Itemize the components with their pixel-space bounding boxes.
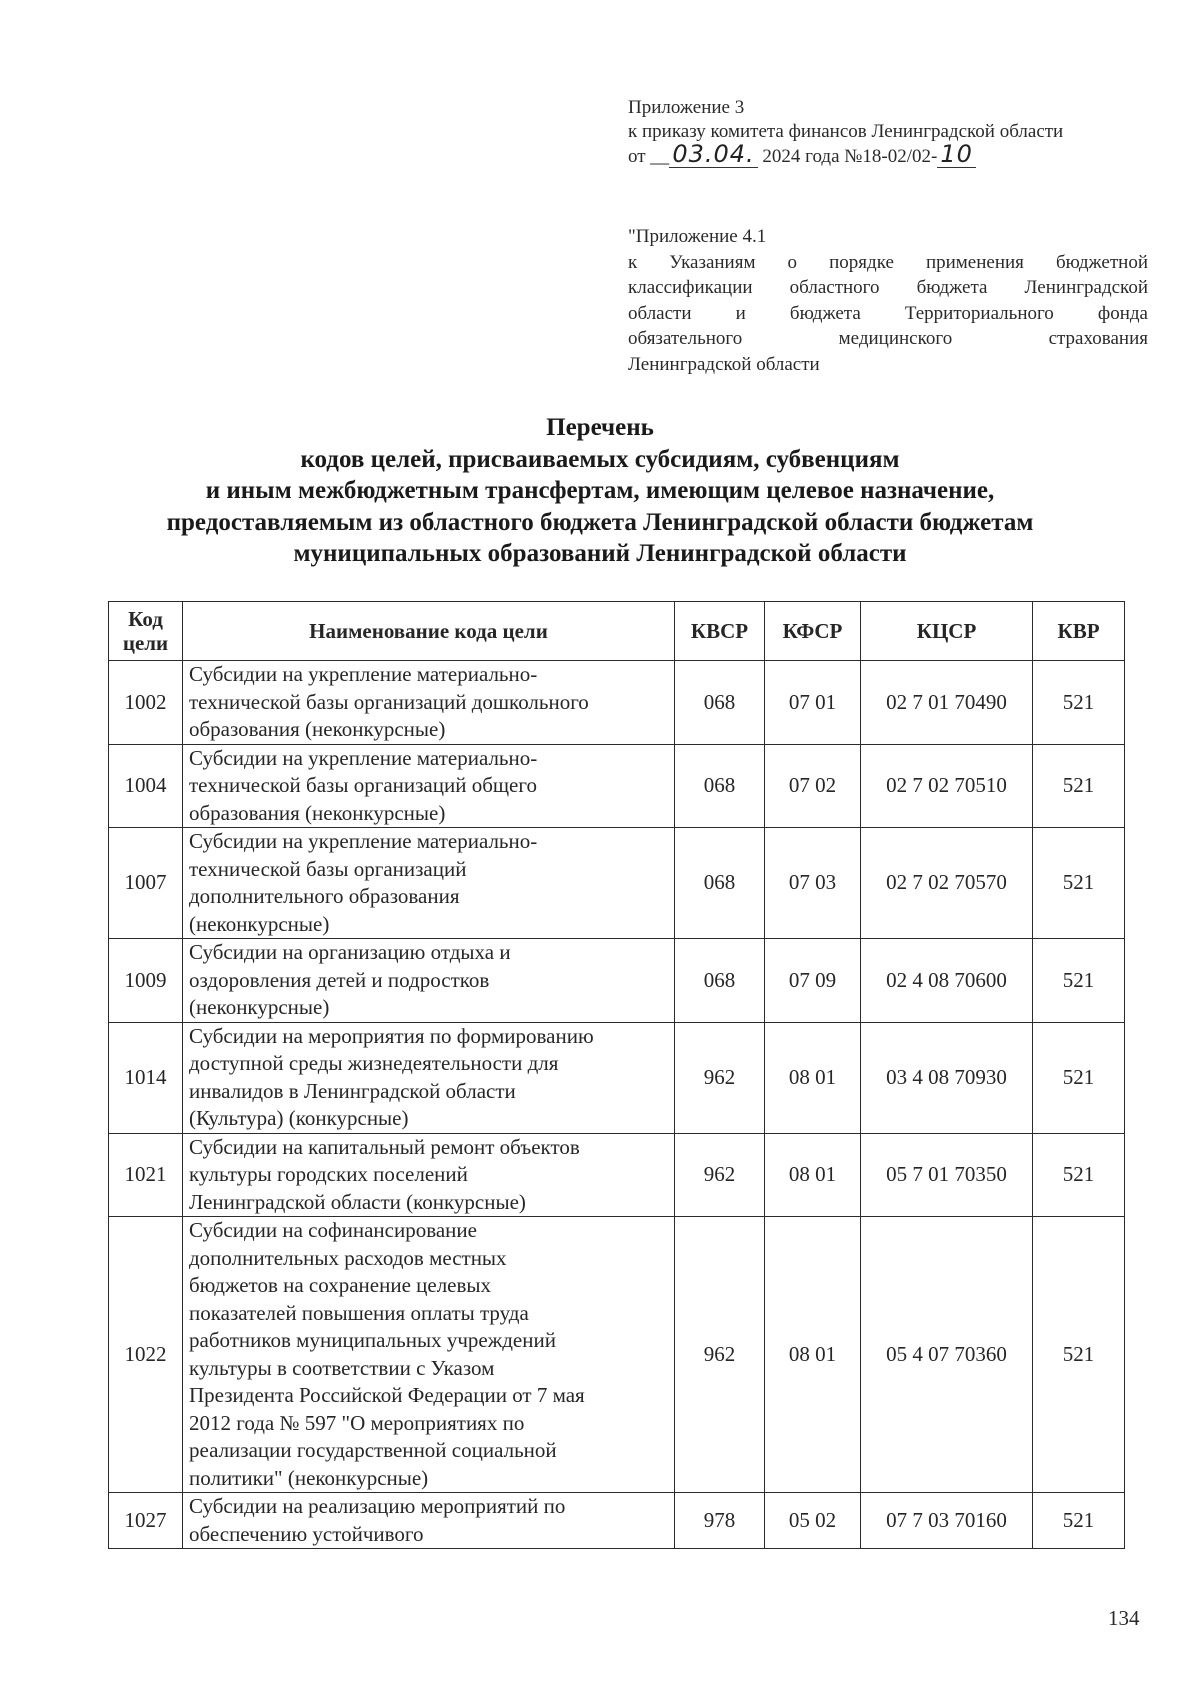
cell-kvr: 521: [1033, 1217, 1125, 1493]
header-code: Код цели: [109, 602, 183, 661]
cell-kfsr: 07 01: [765, 661, 861, 745]
cell-code: 1027: [109, 1493, 183, 1549]
title-line: кодов целей, присваиваемых субсидиям, субвенциям: [300, 445, 900, 473]
cell-name-line: образования (неконкурсные): [189, 800, 446, 825]
table-row: [109, 661, 1125, 745]
reference-line: классификации областного бюджета Ленинградской: [628, 277, 1148, 298]
cell-name-line: Субсидии на капитальный ремонт объектов: [189, 1134, 580, 1159]
reference-line: обязательного медицинского страхования: [628, 328, 1148, 349]
cell-kcsr: 07 7 03 70160: [861, 1493, 1033, 1549]
order-number-text: 2024 года №18-02/02-: [762, 146, 938, 167]
cell-name-line: Субсидии на укрепление материально-: [189, 662, 538, 686]
cell-kvr: 521: [1033, 828, 1125, 939]
cell-name-line: Субсидии на организацию отдыха и: [189, 940, 511, 964]
cell-kvr: 521: [1033, 1022, 1125, 1133]
cell-kvsr: 068: [675, 661, 765, 745]
cell-kvr: 521: [1033, 744, 1125, 828]
cell-name-line: показателей повышения оплаты труда: [189, 1300, 529, 1325]
reference-block: [628, 224, 1148, 377]
cell-kvr: 521: [1033, 1493, 1125, 1549]
title-line: и иным межбюджетным трансфертам, имеющим целевое назначение,: [205, 477, 995, 504]
cell-code: 1002: [109, 661, 183, 745]
header-kvr: КВР: [1033, 602, 1125, 661]
cell-kvsr: 068: [675, 939, 765, 1023]
cell-name: [183, 828, 675, 939]
cell-code: 1022: [109, 1217, 183, 1493]
cell-kvsr: 978: [675, 1493, 765, 1549]
handwritten-date: 03.04.: [669, 144, 757, 168]
cell-kcsr: 02 7 02 70510: [861, 744, 1033, 828]
date-prefix: от __: [628, 146, 670, 167]
header-kfsr: КФСР: [765, 602, 861, 661]
reference-line: к Указаниям о порядке применения бюджетной: [628, 251, 1148, 273]
cell-name-line: работников муниципальных учреждений: [189, 1328, 556, 1352]
cell-kvsr: 962: [675, 1022, 765, 1133]
cell-name-line: Субсидии на укрепление материально-: [189, 745, 538, 770]
cell-name-line: Субсидии на мероприятия по формированию: [189, 1023, 594, 1048]
cell-name-line: технической базы организаций дошкольного: [189, 689, 589, 714]
header-name: Наименование кода цели: [183, 602, 675, 661]
appendix-title: Приложение 3: [628, 97, 745, 118]
cell-name-line: (неконкурсные): [189, 911, 330, 936]
cell-name-line: культуры в соответствии с Указом: [189, 1355, 495, 1380]
cell-code: 1007: [109, 828, 183, 939]
cell-name-line: культуры городских поселений: [189, 1162, 468, 1186]
cell-name-line: обеспечению устойчивого: [189, 1521, 424, 1546]
cell-name-line: Ленинградской области (конкурсные): [189, 1189, 526, 1214]
cell-kvsr: 962: [675, 1133, 765, 1217]
cell-kcsr: 03 4 08 70930: [861, 1022, 1033, 1133]
cell-kcsr: 02 7 02 70570: [861, 828, 1033, 939]
cell-name-line: образования (неконкурсные): [189, 717, 446, 741]
cell-name: [183, 661, 675, 745]
cell-name-line: Субсидии на укрепление материально-: [189, 829, 538, 853]
cell-name: [183, 939, 675, 1023]
handwritten-number: 10: [937, 144, 976, 168]
cell-kvr: 521: [1033, 661, 1125, 745]
cell-name-line: дополнительных расходов местных: [189, 1245, 507, 1270]
table-row: [109, 939, 1125, 1023]
page-number: 134: [1108, 1606, 1140, 1630]
cell-name-line: технической базы организаций общего: [189, 773, 537, 797]
appendix-header: [628, 96, 1148, 169]
cell-name-line: (неконкурсные): [189, 995, 330, 1019]
cell-name: [183, 1133, 675, 1217]
cell-name-line: дополнительного образования: [189, 884, 460, 908]
cell-kfsr: 05 02: [765, 1493, 861, 1549]
cell-name-line: реализации государственной социальной: [189, 1438, 557, 1462]
cell-kvsr: 068: [675, 744, 765, 828]
codes-table: [108, 601, 1125, 1549]
cell-kvr: 521: [1033, 939, 1125, 1023]
cell-kcsr: 05 4 07 70360: [861, 1217, 1033, 1493]
document-title: [100, 412, 1100, 570]
cell-name: [183, 744, 675, 828]
cell-name: [183, 1217, 675, 1493]
table-row: [109, 1133, 1125, 1217]
cell-kcsr: 02 7 01 70490: [861, 661, 1033, 745]
appendix-date-line: [628, 140, 1148, 169]
cell-kfsr: 08 01: [765, 1133, 861, 1217]
cell-name-line: политики" (неконкурсные): [189, 1465, 429, 1490]
cell-kcsr: 02 4 08 70600: [861, 939, 1033, 1023]
cell-name: [183, 1022, 675, 1133]
cell-kcsr: 05 7 01 70350: [861, 1133, 1033, 1217]
cell-name-line: (Культура) (конкурсные): [189, 1106, 409, 1130]
cell-kvsr: 962: [675, 1217, 765, 1493]
cell-name-line: бюджетов на сохранение целевых: [189, 1273, 492, 1297]
cell-name-line: технической базы организаций: [189, 856, 467, 881]
cell-kfsr: 08 01: [765, 1217, 861, 1493]
cell-kfsr: 08 01: [765, 1022, 861, 1133]
appendix-order-reference: к приказу комитета финансов Ленинградской области: [628, 121, 1064, 142]
cell-kfsr: 07 03: [765, 828, 861, 939]
reference-line: Ленинградской области: [628, 353, 820, 375]
cell-kvr: 521: [1033, 1133, 1125, 1217]
cell-name-line: Президента Российской Федерации от 7 мая: [189, 1383, 585, 1407]
cell-code: 1014: [109, 1022, 183, 1133]
table-row: [109, 828, 1125, 939]
title-line: Перечень: [546, 414, 654, 441]
title-line: предоставляемым из областного бюджета Ленинградской области бюджетам: [166, 508, 1034, 536]
title-line: муниципальных образований Ленинградской области: [293, 540, 907, 567]
cell-name-line: 2012 года № 597 "О мероприятиях по: [189, 1410, 525, 1435]
table-row: [109, 1217, 1125, 1493]
header-kcsr: КЦСР: [861, 602, 1033, 661]
cell-kvsr: 068: [675, 828, 765, 939]
cell-name-line: Субсидии на реализацию мероприятий по: [189, 1494, 566, 1518]
table-row: [109, 1022, 1125, 1133]
cell-name: [183, 1493, 675, 1549]
cell-code: 1009: [109, 939, 183, 1023]
cell-name-line: доступной среды жизнедеятельности для: [189, 1051, 559, 1075]
table-row: [109, 1493, 1125, 1549]
cell-code: 1021: [109, 1133, 183, 1217]
cell-name-line: инвалидов в Ленинградской области: [189, 1078, 516, 1103]
cell-kfsr: 07 02: [765, 744, 861, 828]
table-header-row: [109, 602, 1125, 661]
cell-name-line: Субсидии на софинансирование: [189, 1218, 477, 1242]
header-kvsr: КВСР: [675, 602, 765, 661]
cell-name-line: оздоровления детей и подростков: [189, 967, 490, 992]
cell-kfsr: 07 09: [765, 939, 861, 1023]
reference-line: области и бюджета Территориального фонда: [628, 302, 1148, 324]
table-row: [109, 744, 1125, 828]
cell-code: 1004: [109, 744, 183, 828]
reference-line: "Приложение 4.1: [628, 226, 767, 247]
